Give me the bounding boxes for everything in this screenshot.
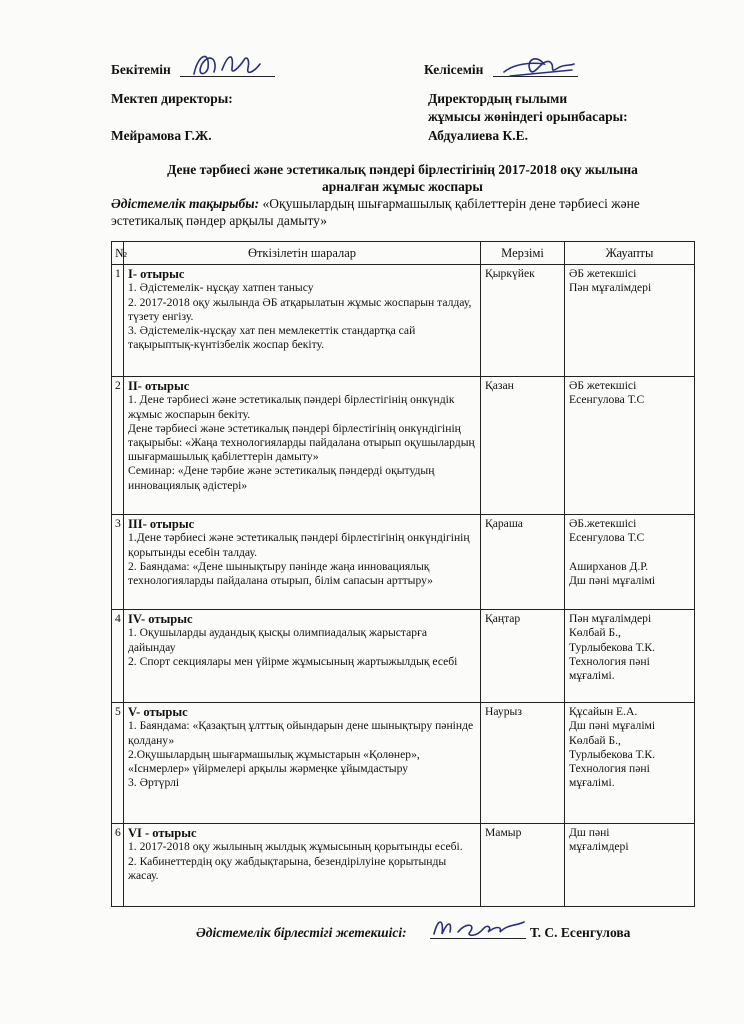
agree-name: Абдуалиева К.Е. [428, 128, 529, 143]
session-title: VI - отырыс [128, 826, 197, 841]
column-header-activities: Өткізілетін шаралар [124, 242, 481, 265]
row-activities [124, 515, 481, 610]
responsible-spacer [569, 546, 691, 560]
table-row [112, 824, 695, 907]
agree-label: Келісемін [424, 62, 484, 77]
row-term: Қараша [481, 515, 565, 610]
row-responsible [565, 610, 695, 703]
row-number: 1 [112, 265, 124, 377]
footer-name: Т. С. Есенгулова [530, 925, 631, 940]
table-row [112, 515, 695, 610]
deputy-signature [500, 50, 578, 82]
session-title: III- отырыс [128, 517, 195, 532]
methodical-subject-label: Әдістемелік тақырыбы: [111, 196, 260, 211]
head-signature [430, 914, 530, 942]
work-plan-table [111, 241, 695, 907]
methodical-subject [111, 195, 694, 229]
responsible-line: ӘБ жетекшісі [569, 379, 637, 393]
row-number: 4 [112, 610, 124, 703]
activity-item: 2. Спорт секциялары мен үйірме жұмысының жартыжылдық есебі [128, 654, 458, 668]
responsible-line: Дш пәні мұғалімі [569, 573, 656, 587]
agree-role-line2: жұмысы жөніндегі орынбасары: [428, 109, 628, 124]
activity-item: 2. 2017-2018 оқу жылында ӘБ атқарылатын жұмыс жоспарын талдау, түзету енгізу. [128, 295, 472, 323]
table-row [112, 265, 695, 377]
activity-item: 1. 2017-2018 оқу жылының жылдық жұмысының қорытынды есебі. [128, 840, 463, 854]
activity-item: 1. Дене тәрбиесі және эстетикалық пәндері бірлестігінің онкүндік жұмыс жоспарын бекіту. [128, 393, 455, 421]
activity-item: 2. Баяндама: «Дене шынықтыру пәнінде жаңа инновациялық технологияларды пайдалана отырып, білім сапасын арттыру» [128, 559, 433, 588]
column-header-term: Мерзімі [481, 242, 565, 265]
row-activities [124, 824, 481, 907]
responsible-line: мұғалімдері [569, 840, 629, 854]
director-signature [188, 46, 270, 82]
activity-item: Дене тәрбиесі және эстетикалық пәндері бірлестігінің онкүндігінің тақырыбы: «Жаңа технологияларды пайдалана отырып оқушылардың шығармашылық қабілеттерін дамыту» [128, 421, 475, 464]
responsible-line: Дш пәні мұғалімі [569, 719, 656, 733]
row-term: Наурыз [481, 703, 565, 824]
plan-title-line1: Дене тәрбиесі және эстетикалық пәндері бірлестігінің 2017-2018 оқу жылына [167, 162, 638, 177]
responsible-line: Турлыбекова Т.К. [569, 747, 656, 761]
row-number: 5 [112, 703, 124, 824]
row-activities [124, 377, 481, 515]
table-row [112, 703, 695, 824]
responsible-line: Көлбай Б., [569, 733, 621, 747]
table-row [112, 610, 695, 703]
activity-item: 2. Кабинеттердің оқу жабдықтарына, безендірілуіне қорытынды жасау. [128, 854, 447, 882]
row-responsible [565, 824, 695, 907]
row-activities [124, 265, 481, 377]
session-title: I- отырыс [128, 267, 185, 282]
session-title: V- отырыс [128, 705, 188, 720]
row-responsible [565, 265, 695, 377]
activity-item: 3. Әртүрлі [128, 776, 180, 790]
footer-label: Әдістемелік бірлестігі жетекшісі: [196, 925, 407, 940]
activity-item: 1. Оқушыларды аудандық қысқы олимпиадалық жарыстарға дайындау [128, 626, 427, 654]
approve-role: Мектеп директоры: [111, 91, 233, 106]
row-number: 2 [112, 377, 124, 515]
activity-item: 1.Дене тәрбиесі және эстетикалық пәндері бірлестігінің онкүндігінің қорытынды есебін талдау. [128, 531, 470, 559]
session-title: II- отырыс [128, 379, 190, 394]
row-activities [124, 610, 481, 703]
activity-item: 3. Әдістемелік-нұсқау хат пен мемлекеттік стандартқа сай тақырыптық-күнтізбелік жоспар бекіту. [128, 324, 416, 352]
row-responsible [565, 377, 695, 515]
responsible-line: Пән мұғалімдері [569, 281, 652, 295]
row-term: Қыркүйек [481, 265, 565, 377]
responsible-line: Құсайын Е.А. [569, 705, 638, 719]
row-number: 3 [112, 515, 124, 610]
responsible-line: ӘБ.жетекшісі [569, 517, 637, 531]
activity-item: 1. Баяндама: «Қазақтың ұлттық ойындарын дене шынықтыру пәнінде қолдану» [128, 719, 474, 747]
responsible-line: Есенгулова Т.С [569, 393, 645, 407]
responsible-line: Аширханов Д.Р. [569, 559, 649, 573]
session-title: IV- отырыс [128, 612, 193, 627]
row-number: 6 [112, 824, 124, 907]
row-responsible [565, 703, 695, 824]
row-activities [124, 703, 481, 824]
activity-item: 2.Оқушылардың шығармашылық жұмыстарын «Қолөнер», «Існмерлер» үйірмелері арқылы жәрмеңке ұйымдастыру [128, 747, 420, 776]
row-term: Мамыр [481, 824, 565, 907]
responsible-line: ӘБ жетекшісі [569, 267, 637, 281]
column-header-responsible: Жауапты [565, 242, 695, 265]
row-responsible [565, 515, 695, 610]
responsible-line: Пән мұғалімдері [569, 612, 652, 626]
responsible-line: Дш пәні [569, 826, 610, 840]
responsible-line: Көлбай Б., [569, 626, 621, 640]
approve-label: Бекітемін [111, 62, 171, 77]
row-term: Қаңтар [481, 610, 565, 703]
table-header-row [112, 242, 695, 265]
activity-item: 1. Әдістемелік- нұсқау хатпен танысу [128, 281, 314, 295]
approve-name: Мейрамова Г.Ж. [111, 128, 212, 143]
table-row [112, 377, 695, 515]
row-term: Қазан [481, 377, 565, 515]
responsible-line: Технология пәні мұғалімі. [569, 654, 650, 683]
methodical-subject-text: «Оқушылардың шығармашылық қабілеттерін дене тәрбиесі және эстетикалық пәндер арқылы дамыту» [111, 196, 640, 228]
column-header-number: № [112, 242, 124, 265]
plan-title-line2: арналған жұмыс жоспары [322, 179, 483, 194]
agree-role-line1: Директордың ғылыми [428, 91, 568, 106]
responsible-line: Есенгулова Т.С [569, 531, 645, 545]
activity-item: Семинар: «Дене тәрбие және эстетикалық пәндерді оқытудың инновациялық әдістері» [128, 464, 435, 492]
responsible-line: Технология пәні мұғалімі. [569, 762, 650, 790]
responsible-line: Турлыбекова Т.К. [569, 640, 656, 654]
